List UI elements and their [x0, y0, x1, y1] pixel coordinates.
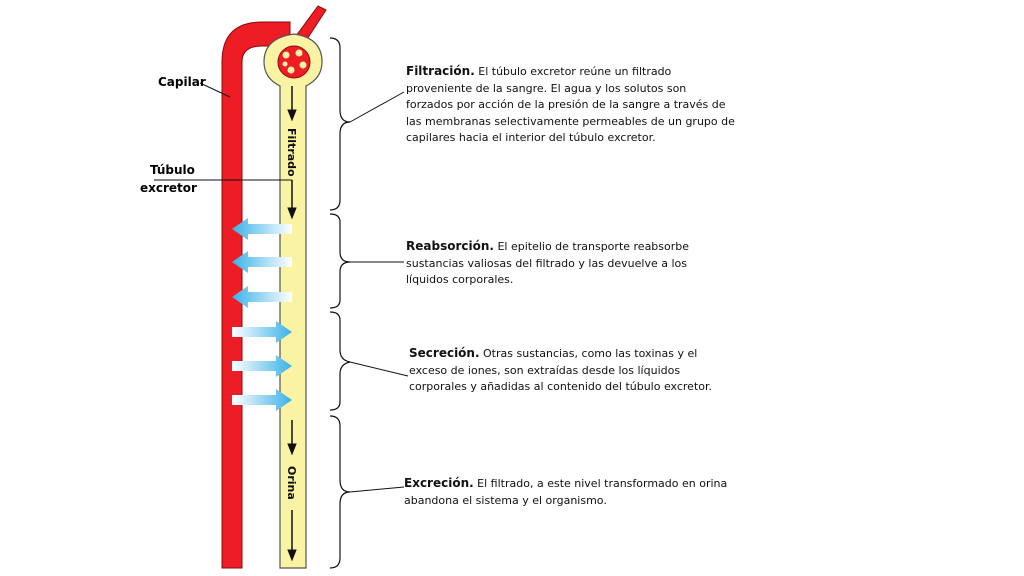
- step-text: El epitelio de transporte reabsorbe sustancias valiosas del filtrado y las devuelve a los líquidos corporales.: [406, 240, 690, 286]
- bracket-secrecion: [330, 312, 350, 410]
- tubulo-label-line1: Túbulo: [150, 163, 195, 177]
- step-text: El túbulo excretor reúne un filtrado proveniente de la sangre. El agua y los solutos son forzados por acción de la presión de la sangre a través de las membranas selectivamente permeables de un grupo de capilares hacia el interior del túbulo excretor.: [406, 65, 735, 144]
- orina-label: Orina: [285, 466, 298, 500]
- step-text: Otras sustancias, como las toxinas y el exceso de iones, son extraídas desde los líquidos corporales y añadidas al contenido del túbulo excretor.: [409, 347, 712, 393]
- capilar-label: Capilar: [158, 75, 206, 89]
- reabsorption-arrows: [232, 218, 292, 308]
- step-term: Filtración.: [406, 64, 475, 78]
- step-term: Secreción.: [409, 346, 480, 360]
- secretion-arrows: [232, 321, 292, 411]
- step-secrecion: [409, 345, 719, 396]
- bracket-excrecion: [330, 416, 350, 568]
- filtrado-label: Filtrado: [285, 128, 298, 177]
- step-term: Reabsorción.: [406, 239, 494, 253]
- bracket-filtracion: [330, 38, 350, 210]
- capillary: [222, 6, 326, 568]
- step-reabsorcion: [406, 238, 716, 289]
- step-filtracion: [406, 63, 736, 147]
- step-text: El filtrado, a este nivel transformado en orina abandona el sistema y el organismo.: [404, 477, 728, 507]
- step-excrecion: [404, 475, 729, 509]
- step-term: Excreción.: [404, 476, 474, 490]
- bracket-reabsorcion: [330, 214, 350, 308]
- tubulo-label-line2: excretor: [140, 181, 197, 195]
- glomerulus: [278, 46, 310, 78]
- brackets: [330, 38, 350, 568]
- pointer-lines: [350, 92, 408, 492]
